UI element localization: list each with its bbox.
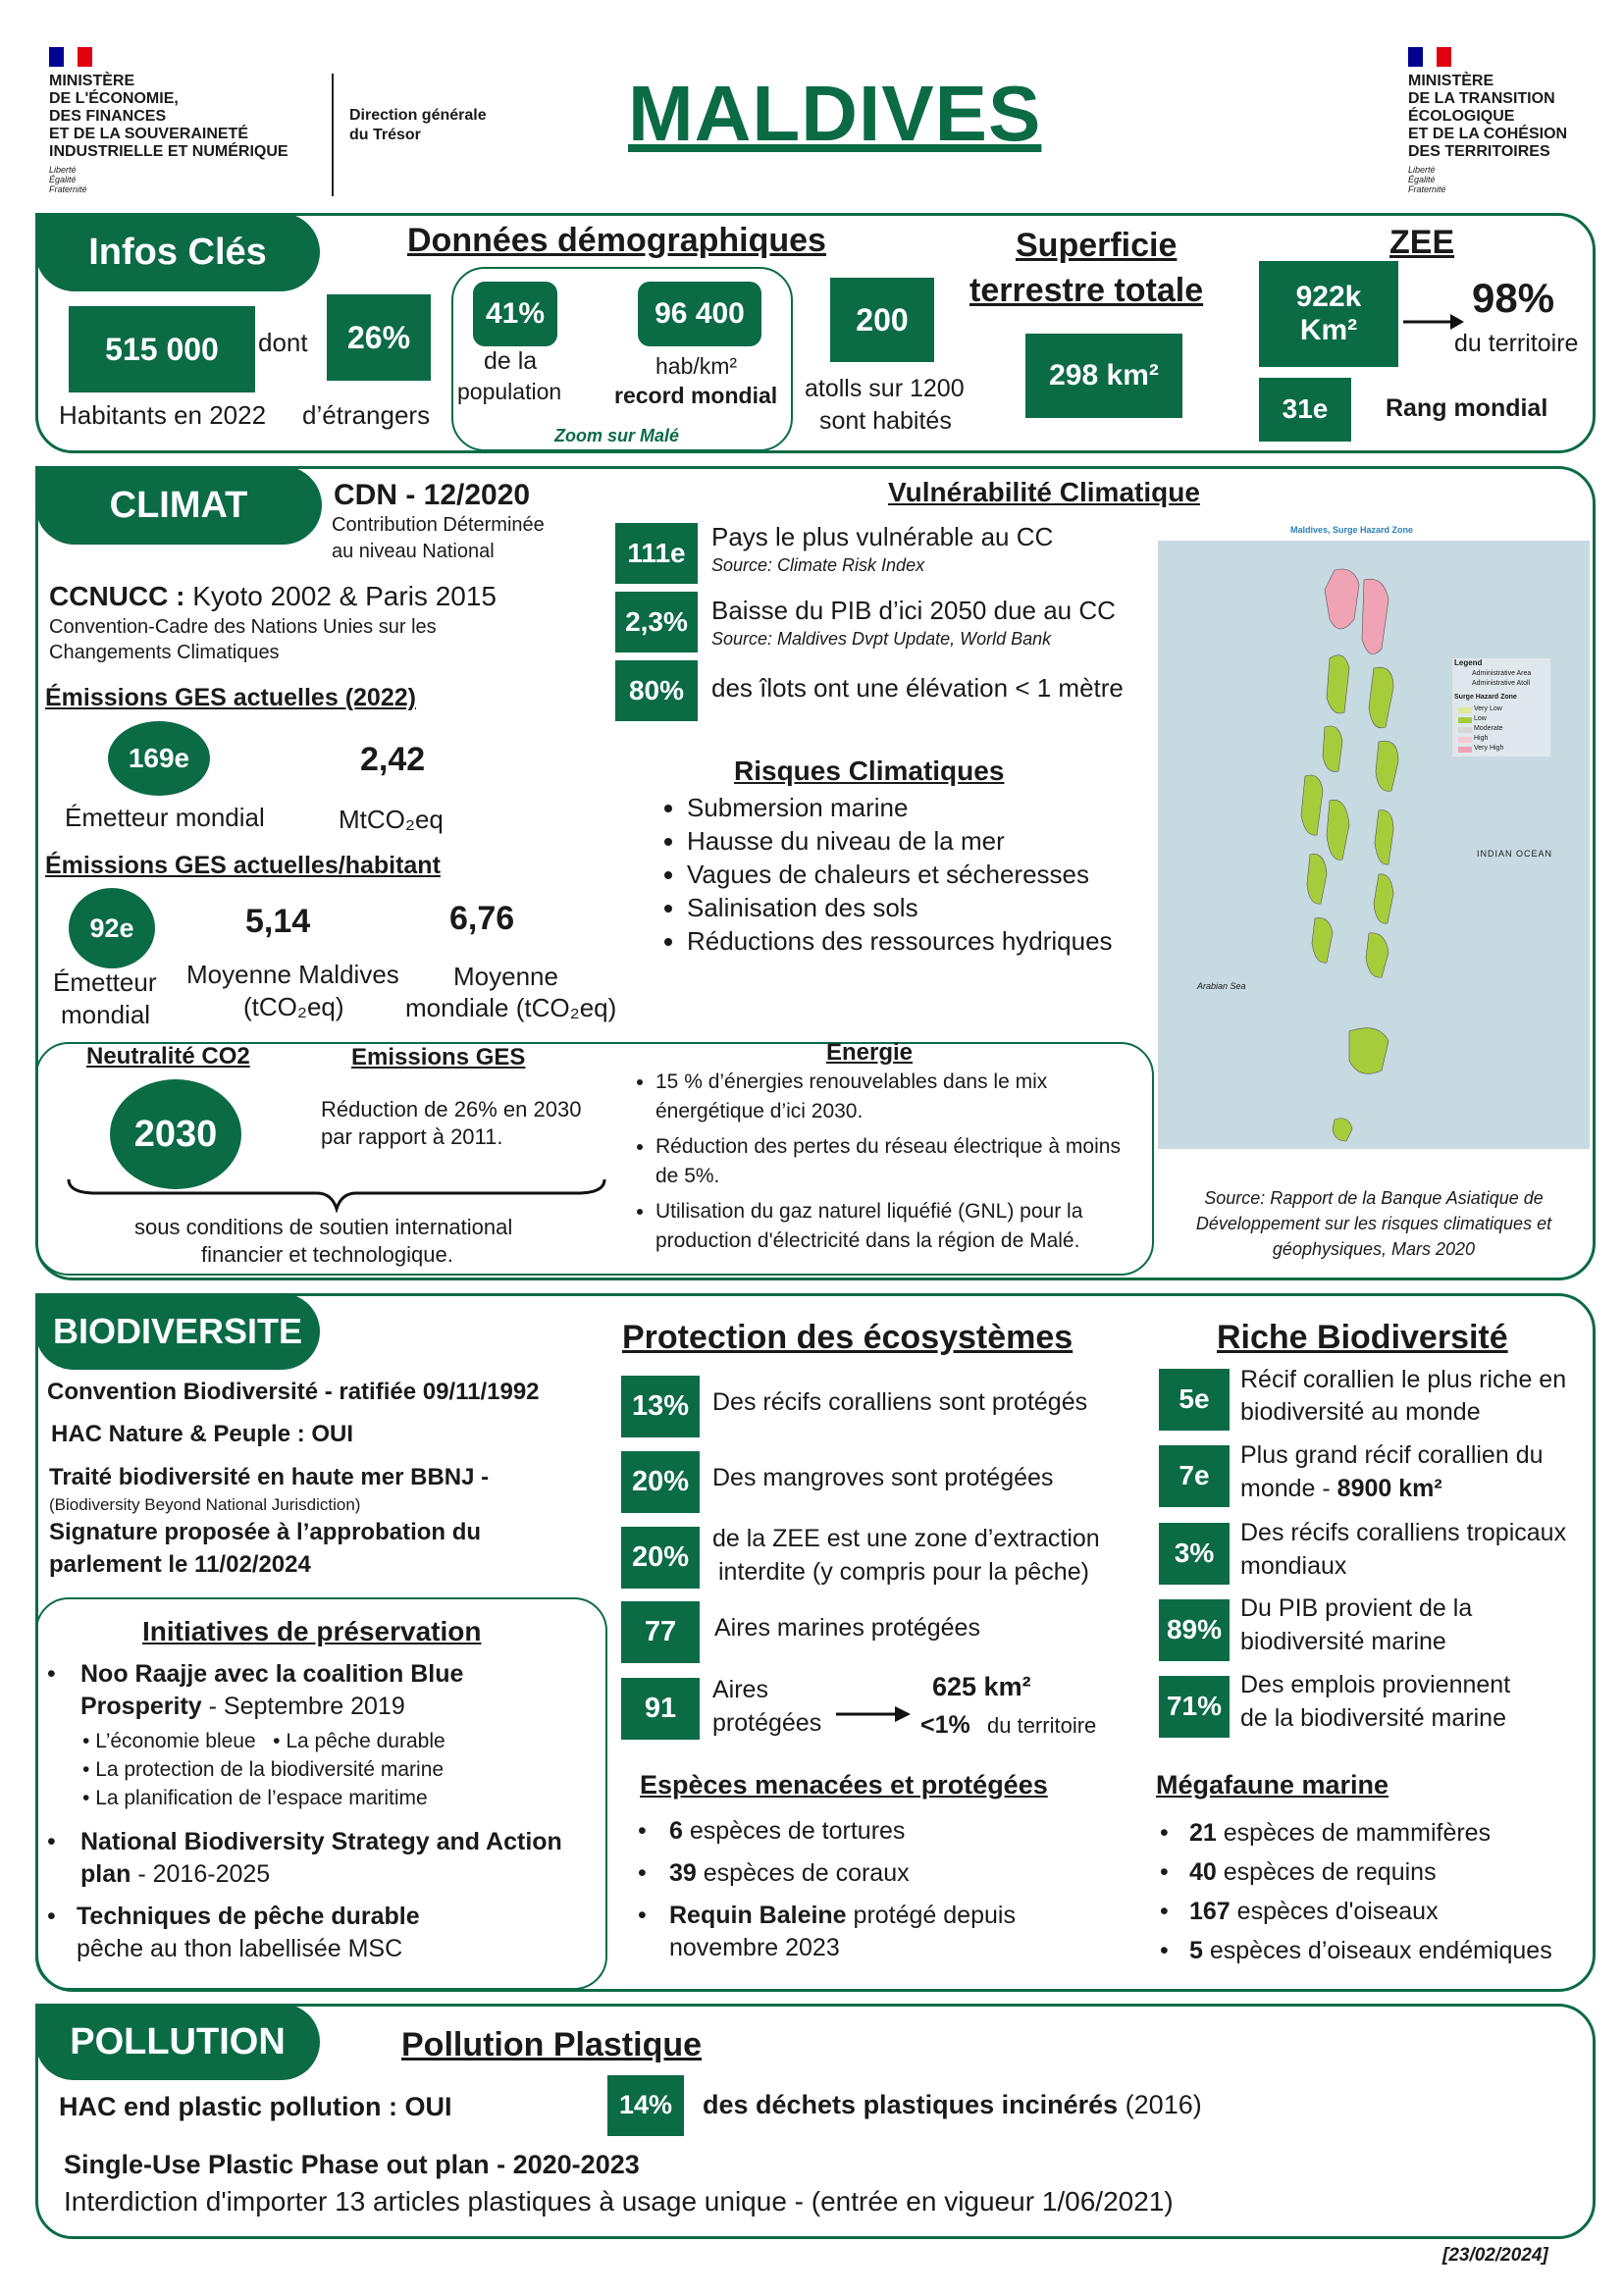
- mega-list: • 21 espèces de mammifères • 40 espèces de requins • 167 espèces d'oiseaux • 5 espèces d’oiseaux endémiques: [1160, 1819, 1552, 1964]
- prot-text: interdite (y compris pour la pêche): [718, 1558, 1089, 1586]
- esp-text: espèces de coraux: [696, 1859, 910, 1887]
- map-label: Arabian Sea: [1197, 981, 1246, 991]
- pollution-pct-year: (2016): [1118, 2090, 1202, 2119]
- rich-tile: 71%: [1159, 1676, 1230, 1738]
- esp-title: Espèces menacées et protégées: [640, 1770, 1048, 1800]
- vuln-tile: 80%: [615, 660, 698, 721]
- prot-text: protégées: [712, 1709, 822, 1737]
- esp-count: Requin Baleine: [669, 1902, 847, 1929]
- flag-icon: [49, 47, 92, 67]
- init-title: Noo Raajje avec la coalition Blue: [80, 1660, 464, 1688]
- dont-label: dont: [258, 328, 308, 357]
- gesh-mv-caption: Moyenne Maldives: [186, 960, 399, 989]
- superficie-tile: 298 km²: [1025, 334, 1182, 418]
- rich-text-bold: 8900 km²: [1336, 1475, 1442, 1502]
- prot-text: de la ZEE est une zone d’extraction: [712, 1525, 1100, 1552]
- motto-line: Égalité: [1408, 175, 1436, 184]
- ministry-line: INDUSTRIELLE ET NUMÉRIQUE: [49, 143, 288, 160]
- energie-item: • Réduction des pertes du réseau électrique à moins de 5%.: [655, 1132, 1146, 1191]
- emis-title: Emissions GES: [351, 1044, 526, 1070]
- init-title: National Biodiversity Strategy and Action: [80, 1828, 562, 1855]
- map-legend-title: Legend: [1454, 658, 1483, 667]
- ccnucc-label: CCNUCC :: [49, 581, 185, 611]
- gesh-world-value: 6,76: [449, 900, 515, 937]
- population-tile: 515 000: [69, 306, 255, 392]
- neutral-title: Neutralité CO2: [86, 1043, 250, 1070]
- prot-text: Des mangroves sont protégées: [712, 1464, 1054, 1491]
- map-label: INDIAN OCEAN: [1477, 849, 1553, 859]
- vuln-text: Baisse du PIB d’ici 2050 due au CC: [711, 596, 1116, 625]
- prot-text: Des récifs coralliens sont protégés: [712, 1388, 1088, 1416]
- init-date: - Septembre 2019: [201, 1693, 405, 1720]
- vuln-text: Pays le plus vulnérable au CC: [711, 522, 1054, 551]
- rich-text: Des emplois proviennent: [1240, 1671, 1511, 1698]
- ges-title: Émissions GES actuelles (2022): [45, 684, 416, 711]
- pollution-plan: Single-Use Plastic Phase out plan - 2020-2023: [64, 2150, 640, 2179]
- foreign-tile: 26%: [327, 294, 431, 381]
- gesh-rank-caption: Émetteur: [53, 967, 157, 997]
- biodiv-bbnj-sub: (Biodiversity Beyond National Jurisdiction): [49, 1495, 361, 1514]
- prot-tile: 20%: [621, 1527, 700, 1589]
- initiatives-list: • Noo Raajje avec la coalition Blue Prosperity - Septembre 2019 • L’économie bleue • La pêche durable • La protection de la biodiversité marine • La planification de l’espace maritime • National Biodiversity Strategy and Action plan - 2016-2025 • Techniques de pêche durable pêche au thon labellisée MSC: [47, 1660, 562, 1962]
- publication-date: [23/02/2024]: [1442, 2245, 1548, 2266]
- init-sub-item: La pêche durable: [286, 1730, 445, 1752]
- superficie-title: Superficie: [1016, 227, 1178, 264]
- zee-area-value: 922k: [1295, 280, 1362, 313]
- rich-text: biodiversité marine: [1240, 1628, 1446, 1655]
- gesh-rank-caption: mondial: [61, 1000, 151, 1029]
- init-title: plan: [80, 1860, 131, 1888]
- zee-area-unit: Km²: [1299, 314, 1358, 346]
- map-legend-item: High: [1474, 735, 1489, 742]
- gesh-mv-value: 5,14: [245, 903, 311, 940]
- rich-tile: 5e: [1159, 1369, 1230, 1431]
- zee-rank-caption: Rang mondial: [1386, 394, 1548, 422]
- cdn-caption: au niveau National: [332, 541, 495, 562]
- pollution-hac: HAC end plastic pollution : OUI: [59, 2092, 452, 2121]
- prot-tile: 77: [621, 1601, 700, 1663]
- ministry-line: DES FINANCES: [49, 108, 167, 125]
- rich-text-part: monde -: [1240, 1475, 1337, 1502]
- map-source: [1158, 1185, 1590, 1262]
- pollution-pct-bold: des déchets plastiques incinérés: [703, 2090, 1119, 2119]
- ges-unit: MtCO₂eq: [339, 805, 444, 834]
- prot-text: Aires: [712, 1676, 768, 1703]
- zee-pct-caption: du territoire: [1454, 330, 1579, 357]
- direction-line: Direction générale: [349, 107, 487, 124]
- vuln-source: Source: Maldives Dvpt Update, World Bank: [711, 629, 1052, 649]
- prot-text: Aires marines protégées: [714, 1614, 980, 1642]
- energie-title: Energie: [826, 1039, 914, 1066]
- density-tile: 96 400: [638, 282, 761, 346]
- mega-count: 167: [1189, 1898, 1231, 1925]
- map-legend-item: Surge Hazard Zone: [1454, 694, 1517, 701]
- rich-text: Des récifs coralliens tropicaux: [1240, 1519, 1567, 1546]
- superficie-title: terrestre totale: [969, 272, 1204, 309]
- map-title: Maldives, Surge Hazard Zone: [1290, 525, 1414, 535]
- vuln-text: des îlots ont une élévation < 1 mètre: [711, 673, 1124, 703]
- map-source-line: géophysiques, Mars 2020: [1272, 1239, 1476, 1259]
- risks-list: [657, 791, 1113, 958]
- init-sub-item: La protection de la biodiversité marine: [95, 1758, 445, 1781]
- vuln-tile: 111e: [615, 523, 698, 584]
- rich-text: [1240, 1475, 1442, 1503]
- map-legend-item: Administrative Atoll: [1472, 680, 1531, 687]
- gesh-title: Émissions GES actuelles/habitant: [45, 852, 441, 879]
- motto-line: Fraternité: [1408, 184, 1446, 194]
- population-caption: Habitants en 2022: [59, 400, 267, 430]
- ministry-line: ET DE LA SOUVERAINETÉ: [49, 126, 248, 142]
- ministry-line: DE LA TRANSITION: [1408, 90, 1555, 107]
- ges-rank-circle: 169e: [108, 721, 210, 796]
- ccnucc-caption: Changements Climatiques: [49, 642, 280, 663]
- risk-item: • Salinisation des sols: [687, 891, 1113, 924]
- init-date: - 2016-2025: [131, 1860, 271, 1888]
- map-legend-item: Very Low: [1474, 705, 1502, 712]
- rich-tile: 3%: [1159, 1523, 1230, 1585]
- pollution-plan-text: Interdiction d'importer 13 articles plastiques à usage unique - (entrée en vigueur 1/06/2021): [64, 2186, 1174, 2217]
- gesh-world-caption: mondiale (tCO₂eq): [405, 993, 617, 1022]
- ministry-line: ÉCOLOGIQUE: [1408, 108, 1515, 125]
- map-legend-item: Very High: [1474, 745, 1504, 752]
- risk-item: • Submersion marine: [687, 791, 1113, 824]
- risk-item: • Vagues de chaleurs et sécheresses: [687, 858, 1113, 891]
- biodiv-bbnj-signature: Signature proposée à l’approbation du: [49, 1519, 482, 1545]
- foreign-caption: d’étrangers: [302, 400, 431, 430]
- energie-list: [626, 1068, 1146, 1256]
- esp-count: 39: [669, 1859, 697, 1887]
- mega-count: 40: [1189, 1858, 1217, 1886]
- zee-rank-tile: 31e: [1259, 378, 1351, 442]
- mega-text: espèces d'oiseaux: [1230, 1898, 1439, 1925]
- direction-line: du Trésor: [349, 127, 421, 143]
- right-ministry-logo: [1408, 47, 1567, 194]
- arrow-right-icon: [836, 1704, 911, 1729]
- density-record: record mondial: [614, 383, 778, 408]
- init-title: Prosperity: [80, 1693, 202, 1720]
- conditions-text: sous conditions de soutien international: [134, 1215, 513, 1239]
- esp-list: • 6 espèces de tortures • 39 espèces de coraux • Requin Baleine protégé depuis novembre 2023: [638, 1817, 1016, 1961]
- biodiv-hac: HAC Nature & Peuple : OUI: [51, 1421, 354, 1447]
- prot-tile: 20%: [621, 1451, 700, 1513]
- esp-text: protégé depuis novembre 2023: [669, 1902, 1016, 1961]
- rich-text: Récif corallien le plus riche en: [1240, 1366, 1567, 1393]
- mega-count: 21: [1189, 1819, 1217, 1847]
- risk-item: • Réductions des ressources hydriques: [687, 924, 1113, 958]
- ministry-line: MINISTÈRE: [49, 73, 135, 89]
- prot-tile: 13%: [621, 1376, 700, 1437]
- risk-item: • Hausse du niveau de la mer: [687, 824, 1113, 858]
- map-legend-item: Administrative Area: [1472, 670, 1532, 677]
- page-title: MALDIVES: [628, 70, 1042, 157]
- init-sub-item: La planification de l’espace maritime: [95, 1787, 428, 1809]
- neutral-year-circle: 2030: [110, 1079, 241, 1189]
- ges-rank-caption: Émetteur mondial: [65, 803, 265, 832]
- cdn-title: CDN - 12/2020: [334, 479, 531, 511]
- atolls-caption: atolls sur 1200: [805, 375, 965, 402]
- pollution-pct-tile: 14%: [607, 2075, 684, 2136]
- rich-text: mondiaux: [1240, 1552, 1347, 1580]
- rich-text: Plus grand récif corallien du: [1240, 1441, 1544, 1469]
- left-ministry-logo: [49, 47, 288, 194]
- motto-line: Liberté: [1408, 165, 1436, 175]
- esp-count: 6: [669, 1817, 683, 1845]
- climat-label: CLIMAT: [35, 466, 322, 545]
- zoom-label: Zoom sur Malé: [554, 426, 680, 445]
- zee-title: ZEE: [1389, 224, 1455, 261]
- init-sub-item: L’économie bleue: [95, 1730, 256, 1752]
- gesh-rank-circle: 92e: [69, 888, 155, 968]
- motto-line: Liberté: [49, 165, 77, 175]
- header-divider: [332, 74, 334, 196]
- init-title: Techniques de pêche durable: [77, 1903, 420, 1930]
- brace-icon: [67, 1177, 606, 1218]
- ccnucc-caption: Convention-Cadre des Nations Unies sur les: [49, 616, 437, 638]
- map-source-line: Source: Rapport de la Banque Asiatique de: [1204, 1188, 1544, 1208]
- infos-label: Infos Clés: [35, 213, 320, 291]
- male-pct-caption: de la: [484, 347, 538, 375]
- energie-item: • Utilisation du gaz naturel liquéfié (GNL) pour la production d'électricité dans la région de Malé.: [655, 1197, 1146, 1256]
- energie-item: • 15 % d’énergies renouvelables dans le mix énergétique d’ici 2030.: [655, 1068, 1146, 1126]
- biodiv-bbnj: Traité biodiversité en haute mer BBNJ -: [49, 1464, 490, 1490]
- biodiv-bbnj-signature: parlement le 11/02/2024: [49, 1551, 311, 1578]
- cdn-caption: Contribution Déterminée: [332, 514, 545, 536]
- prot-area: 625 km²: [932, 1672, 1031, 1701]
- vuln-source: Source: Climate Risk Index: [711, 555, 925, 575]
- map-legend-item: Moderate: [1474, 725, 1503, 732]
- mega-count: 5: [1189, 1937, 1203, 1964]
- male-pct-caption: population: [457, 379, 562, 404]
- ministry-line: DE L'ÉCONOMIE,: [49, 90, 179, 107]
- initiatives-title: Initiatives de préservation: [142, 1616, 482, 1646]
- mega-text: espèces de requins: [1216, 1858, 1437, 1886]
- male-pct-tile: 41%: [473, 282, 557, 346]
- mega-text: espèces de mammifères: [1216, 1819, 1492, 1847]
- emis-text: par rapport à 2011.: [321, 1124, 503, 1149]
- prot-tile: 91: [621, 1678, 700, 1740]
- prot-area-pct: <1%: [920, 1711, 970, 1739]
- ministry-line: MINISTÈRE: [1408, 73, 1494, 89]
- atolls-tile: 200: [830, 278, 934, 362]
- rich-text: biodiversité au monde: [1240, 1398, 1481, 1426]
- map-source-line: Développement sur les risques climatiques et: [1195, 1214, 1552, 1233]
- pollution-label: POLLUTION: [35, 2004, 320, 2080]
- prot-area-caption: du territoire: [987, 1713, 1097, 1738]
- ccnucc-value: Kyoto 2002 & Paris 2015: [192, 581, 497, 611]
- surge-hazard-map: [1158, 525, 1590, 1168]
- pollution-title: Pollution Plastique: [401, 2026, 703, 2063]
- gesh-mv-caption: (tCO₂eq): [243, 992, 344, 1021]
- rich-tile: 7e: [1159, 1445, 1230, 1507]
- atolls-caption: sont habités: [819, 407, 952, 435]
- rich-text: Du PIB provient de la: [1240, 1594, 1473, 1622]
- vuln-title: Vulnérabilité Climatique: [888, 477, 1200, 507]
- biodiv-convention: Convention Biodiversité - ratifiée 09/11/1992: [47, 1379, 540, 1405]
- rich-title: Riche Biodiversité: [1217, 1319, 1508, 1356]
- demo-title: Données démographiques: [407, 222, 826, 259]
- direction-generale: [349, 106, 487, 145]
- risks-title: Risques Climatiques: [734, 756, 1005, 786]
- density-caption: hab/km²: [655, 353, 738, 379]
- mega-text: espèces d’oiseaux endémiques: [1202, 1937, 1552, 1964]
- biodiv-label: BIODIVERSITE: [35, 1293, 320, 1370]
- zee-pct: 98%: [1472, 275, 1555, 321]
- ccnucc-line: [49, 581, 497, 612]
- flag-icon: [1408, 47, 1451, 67]
- motto-line: Égalité: [49, 175, 77, 184]
- prot-title: Protection des écosystèmes: [622, 1319, 1074, 1356]
- mega-title: Mégafaune marine: [1156, 1770, 1389, 1800]
- pollution-pct-text: [703, 2090, 1202, 2120]
- map-legend-item: Low: [1474, 715, 1487, 722]
- vuln-tile: 2,3%: [615, 592, 698, 652]
- ministry-line: ET DE LA COHÉSION: [1408, 126, 1568, 142]
- ges-value: 2,42: [360, 741, 426, 778]
- esp-text: espèces de tortures: [682, 1817, 906, 1845]
- rich-text: de la biodiversité marine: [1240, 1704, 1506, 1732]
- gesh-world-caption: Moyenne: [453, 962, 558, 991]
- rich-tile: 89%: [1159, 1599, 1230, 1661]
- emis-text: Réduction de 26% en 2030: [321, 1097, 582, 1122]
- zee-area-tile: [1259, 261, 1398, 367]
- motto-line: Fraternité: [49, 184, 87, 194]
- init-date: pêche au thon labellisée MSC: [77, 1935, 403, 1962]
- ministry-line: DES TERRITOIRES: [1408, 143, 1550, 160]
- conditions-text: financier et technologique.: [201, 1242, 453, 1267]
